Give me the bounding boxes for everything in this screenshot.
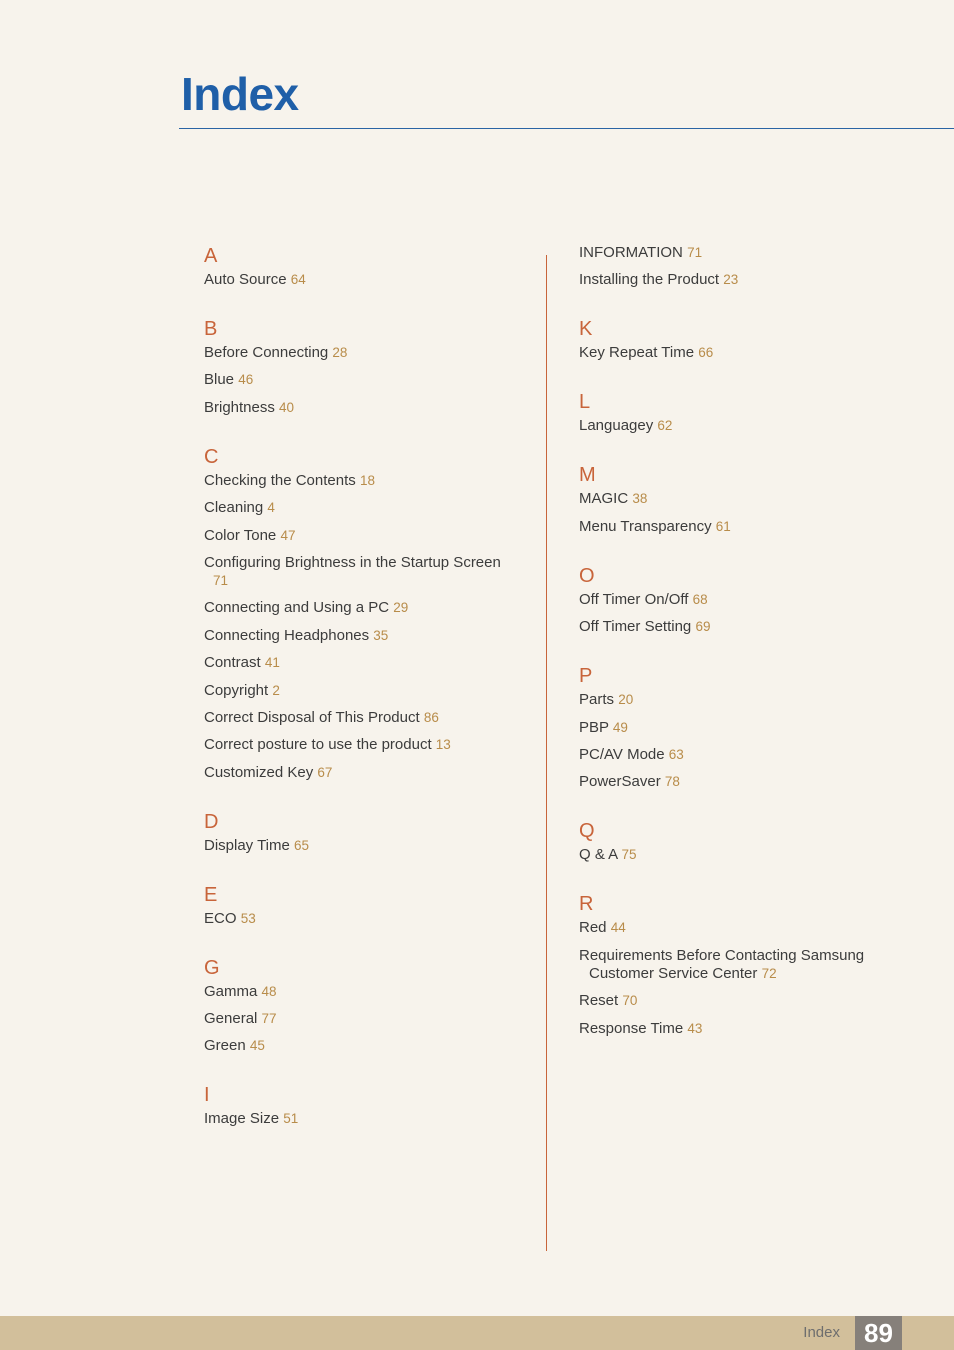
index-entry[interactable]	[204, 371, 524, 389]
index-page-number: 4	[267, 500, 275, 516]
index-entry-text: Green	[204, 1037, 246, 1055]
index-page-number: 2	[272, 682, 280, 698]
index-letter: Q	[579, 820, 595, 843]
index-page-number: 48	[261, 983, 277, 999]
index-entry[interactable]	[204, 764, 524, 782]
index-entry[interactable]	[579, 919, 909, 937]
page-title: Index	[181, 68, 299, 120]
index-entry[interactable]	[204, 654, 524, 672]
index-entry[interactable]	[204, 1010, 524, 1028]
index-entry[interactable]	[579, 1020, 909, 1038]
index-group	[579, 244, 909, 289]
index-entry-text: Q & A	[579, 846, 618, 864]
index-entry-text: Customized Key	[204, 763, 314, 781]
index-entry-text: INFORMATION	[579, 244, 683, 261]
index-page-number: 66	[698, 345, 714, 361]
index-entry[interactable]	[579, 719, 909, 737]
index-entry[interactable]	[204, 983, 524, 1001]
column-divider	[546, 255, 547, 1251]
index-group	[579, 390, 909, 435]
index-group	[579, 819, 909, 864]
index-entry[interactable]	[579, 518, 909, 536]
index-entry-text: PowerSaver	[579, 773, 661, 791]
index-page-number: 51	[283, 1111, 299, 1127]
index-entry-text: Response Time	[579, 1019, 684, 1037]
index-letter: B	[204, 318, 218, 340]
index-page-number: 69	[695, 619, 711, 635]
index-page-number: 53	[240, 910, 256, 926]
index-entry[interactable]	[579, 947, 909, 983]
index-entry[interactable]	[579, 618, 909, 636]
index-page-number: 28	[332, 345, 348, 360]
index-entry-text: PBP	[579, 718, 609, 736]
index-entry[interactable]	[204, 554, 524, 590]
index-entry[interactable]	[204, 736, 524, 754]
index-group	[204, 883, 524, 928]
index-letter: E	[204, 883, 218, 906]
index-page-number: 20	[618, 692, 634, 708]
index-entry[interactable]	[204, 499, 524, 517]
index-entry[interactable]	[204, 344, 524, 362]
index-page-number: 86	[423, 709, 439, 725]
index-entry-text: Connecting and Using a PC	[204, 599, 390, 617]
index-page-number: 46	[238, 372, 254, 388]
index-entry-text: Installing the Product	[579, 271, 720, 289]
index-entry[interactable]	[204, 709, 524, 727]
index-entry[interactable]	[204, 527, 524, 545]
index-page-number: 35	[373, 627, 389, 643]
index-group	[579, 664, 909, 791]
index-entry-text: Requirements Before Contacting Samsung	[579, 946, 865, 964]
index-entry-text: Before Connecting	[204, 344, 329, 361]
index-entry-text: ECO	[204, 909, 237, 927]
index-page-number: 43	[687, 1020, 703, 1036]
index-letter: L	[579, 391, 591, 414]
index-entry[interactable]	[204, 599, 524, 617]
index-letter: P	[579, 665, 593, 688]
index-page-number: 62	[657, 418, 673, 434]
index-group	[204, 1083, 524, 1128]
index-group	[204, 244, 524, 289]
index-entry[interactable]	[204, 627, 524, 645]
index-entry-text: Copyright	[204, 681, 269, 699]
index-entry[interactable]	[579, 271, 909, 289]
index-entry-text: Display Time	[204, 836, 290, 854]
index-entry[interactable]	[579, 490, 909, 508]
index-page-number: 13	[435, 737, 451, 753]
index-page-number: 71	[687, 245, 703, 260]
index-letter: M	[579, 464, 596, 487]
index-entry[interactable]	[579, 992, 909, 1010]
index-page-number: 78	[664, 774, 680, 790]
index-page-number: 71	[213, 572, 229, 588]
index-letter: G	[204, 956, 220, 979]
index-entry[interactable]	[204, 682, 524, 700]
index-left-column	[204, 244, 524, 1138]
index-entry[interactable]	[204, 271, 524, 289]
index-entry[interactable]	[579, 846, 909, 864]
index-entry[interactable]	[204, 910, 524, 928]
index-letter: I	[204, 1084, 210, 1107]
index-entry[interactable]	[204, 1110, 524, 1128]
index-page-number: 47	[280, 527, 296, 543]
index-entry-text: Key Repeat Time	[579, 344, 695, 362]
index-page-number: 75	[621, 847, 637, 863]
index-group	[204, 445, 524, 782]
index-entry-text-continued	[579, 965, 909, 983]
index-page-number: 77	[261, 1011, 277, 1027]
index-letter: O	[579, 564, 595, 587]
index-entry-text: General	[204, 1010, 258, 1028]
index-entry-text: Gamma	[204, 982, 258, 1000]
index-page-number: 40	[279, 399, 295, 415]
index-entry-text: Blue	[204, 371, 235, 389]
index-letter: C	[204, 445, 219, 468]
index-entry[interactable]	[204, 399, 524, 417]
index-entry[interactable]	[579, 244, 909, 262]
index-entry-text-cont: Customer Service Center	[589, 964, 758, 982]
index-page-number: 72	[761, 965, 777, 981]
index-entry-text: Red	[579, 919, 607, 937]
index-entry[interactable]	[579, 746, 909, 764]
index-entry[interactable]	[579, 344, 909, 362]
index-entry-text: Languagey	[579, 417, 654, 435]
index-entry-text: Off Timer On/Off	[579, 590, 689, 608]
index-entry-text: Checking the Contents	[204, 471, 356, 489]
index-entry-text: Menu Transparency	[579, 517, 712, 535]
index-entry-text: Color Tone	[204, 526, 277, 544]
index-group	[579, 564, 909, 636]
index-entry-text: Correct posture to use the product	[204, 736, 432, 754]
index-page-number: 64	[290, 272, 306, 287]
index-entry-text: Brightness	[204, 398, 275, 416]
index-group	[579, 892, 909, 1037]
index-entry-text: Contrast	[204, 654, 261, 672]
index-entry-text: Cleaning	[204, 499, 264, 517]
footer-section-label: Index	[803, 1324, 840, 1341]
index-page-number: 63	[668, 746, 684, 762]
index-page-number: 29	[393, 600, 409, 616]
index-page-number: 44	[610, 920, 626, 936]
index-entry-text: Connecting Headphones	[204, 626, 370, 644]
title-rule	[179, 128, 954, 129]
index-entry-text: MAGIC	[579, 490, 629, 508]
index-entry-text: Image Size	[204, 1110, 280, 1128]
index-entry-text: PC/AV Mode	[579, 745, 665, 763]
index-letter: A	[204, 245, 218, 267]
index-group	[579, 463, 909, 535]
index-group	[579, 317, 909, 362]
index-page-number: 49	[612, 719, 628, 735]
index-entry[interactable]	[204, 837, 524, 855]
index-page-number: 41	[264, 655, 280, 671]
index-letter: D	[204, 810, 219, 833]
index-page-number: 70	[622, 993, 638, 1009]
index-group	[204, 956, 524, 1056]
page-number: 89	[855, 1316, 902, 1350]
index-entry[interactable]	[204, 472, 524, 490]
index-page-number: 68	[692, 591, 708, 607]
index-entry-text: Off Timer Setting	[579, 618, 692, 636]
index-page-number: 18	[359, 472, 375, 488]
index-group	[204, 317, 524, 417]
index-page-number: 65	[294, 837, 310, 853]
index-letter: K	[579, 318, 593, 341]
index-page-number: 67	[317, 764, 333, 780]
index-group	[204, 810, 524, 855]
index-page-number: 23	[723, 272, 739, 288]
index-entry-text: Reset	[579, 992, 619, 1010]
index-entry[interactable]	[579, 591, 909, 609]
index-entry-text: Auto Source	[204, 271, 287, 288]
index-entry-text: Configuring Brightness in the Startup Screen	[204, 553, 501, 571]
index-entry[interactable]	[204, 1037, 524, 1055]
index-page-number: 38	[632, 491, 648, 507]
index-entry-text: Parts	[579, 691, 615, 709]
index-page-number: 61	[715, 518, 731, 534]
index-entry[interactable]	[579, 417, 909, 435]
index-entry[interactable]	[579, 691, 909, 709]
footer-bar	[0, 1316, 954, 1350]
index-letter: R	[579, 893, 594, 916]
index-right-column	[579, 244, 909, 1047]
index-entry[interactable]	[579, 773, 909, 791]
index-entry-text: Correct Disposal of This Product	[204, 708, 420, 726]
index-page-number: 45	[249, 1038, 265, 1054]
